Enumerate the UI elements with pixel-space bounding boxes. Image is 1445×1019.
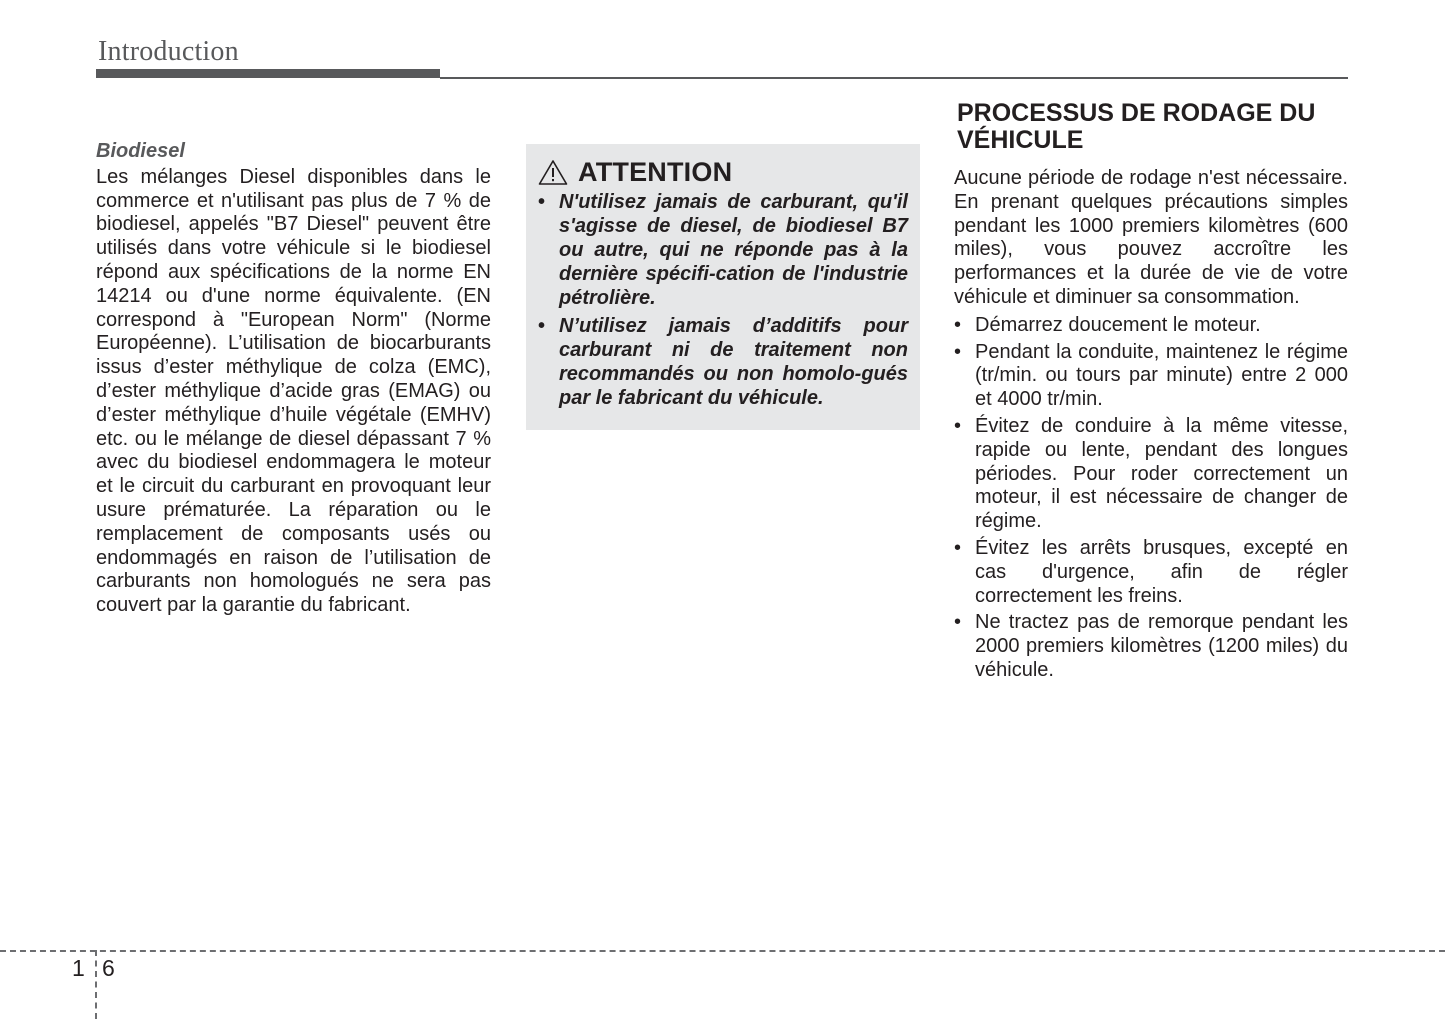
warning-triangle-icon: [538, 159, 568, 186]
bullet-dot: •: [954, 313, 962, 336]
list-item: [954, 314, 1348, 338]
attention-box: [526, 144, 920, 430]
section-intro: Aucune période de rodage n'est nécessaire. En prenant quelques précautions simples pendant les 1000 premiers kilomètres (600 miles), vous pouvez accroître les performances et la durée de vie de votre véhicule et diminuer sa consommation.: [954, 167, 1348, 308]
attention-item-text: N’utilisez jamais d’additifs pour carburant ni de traitement non recommandés ou non homolo-gués par le fabricant du véhicule.: [559, 315, 908, 409]
list-item-text: Démarrez doucement le moteur.: [975, 313, 1261, 336]
biodiesel-paragraph: Les mélanges Diesel disponibles dans le commerce et n'utilisant pas plus de 7 % de biodiesel, appelés "B7 Diesel" peuvent être utilisés dans votre véhicule si le biodiesel répond aux spécifications de la norme EN 14214 ou d'une norme équivalente. (EN correspond à "European Norm" (Norme Européenne). L’utilisation de biocarburants issus d’ester méthylique de colza (EMC), d’ester méthylique d’acide gras (EMAG) ou d’ester méthylique d’huile végétale (EMHV) etc. ou le mélange de diesel dépassant 7 % avec du biodiesel endommagera le moteur et le circuit du carburant en provoquant leur usure prématurée. La réparation ou le remplacement de composants usés ou endommagés en raison de l’utilisation de carburants non homologués ne sera pas couvert par la garantie du fabricant.: [96, 165, 491, 617]
footer-dashed-rule: [0, 950, 1445, 952]
footer-dashed-divider: [95, 950, 97, 1019]
list-item-text: Évitez de conduire à la même vitesse, rapide ou lente, pendant des longues périodes. Pour roder correctement un moteur, il est nécessaire de changer de régime.: [975, 414, 1348, 533]
bullet-dot: •: [538, 315, 546, 337]
attention-title: ATTENTION: [578, 156, 733, 187]
header-rule: [440, 77, 1348, 79]
list-item: [954, 415, 1348, 534]
attention-item-text: N'utilisez jamais de carburant, qu'il s'agisse de diesel, de biodiesel B7 ou autre, qui ne réponde pas à la dernière spécifi-cation de l'industrie pétrolière.: [559, 191, 908, 309]
bullet-dot: •: [954, 414, 962, 437]
bullet-dot: •: [954, 611, 962, 634]
list-item-text: Évitez les arrêts brusques, excepté en cas d'urgence, afin de régler correctement les freins.: [975, 536, 1348, 607]
list-item: [954, 611, 1348, 682]
header-bar: [96, 69, 440, 78]
bullet-dot: •: [954, 536, 962, 559]
attention-item: [538, 314, 908, 410]
attention-header: [538, 156, 732, 188]
header-title: Introduction: [98, 36, 239, 67]
chapter-number: 1: [72, 955, 85, 981]
list-item: [954, 537, 1348, 608]
attention-item: [538, 190, 908, 310]
rodage-list: [954, 314, 1348, 683]
bullet-dot: •: [538, 191, 546, 213]
page-number: 6: [102, 955, 115, 981]
left-column: [96, 140, 491, 618]
bullet-dot: •: [954, 340, 962, 363]
list-item-text: Ne tractez pas de remorque pendant les 2000 premiers kilomètres (1200 miles) du véhicule.: [975, 611, 1348, 681]
list-item-text: Pendant la conduite, maintenez le régime (tr/min. ou tours par minute) entre 2 000 et 4000 tr/min.: [975, 340, 1348, 411]
section-title: PROCESSUS DE RODAGE DU VÉHICULE: [957, 99, 1316, 154]
biodiesel-subheading: Biodiesel: [96, 140, 185, 162]
list-item: [954, 341, 1348, 412]
right-column: [954, 100, 1348, 686]
attention-list: [538, 190, 908, 414]
